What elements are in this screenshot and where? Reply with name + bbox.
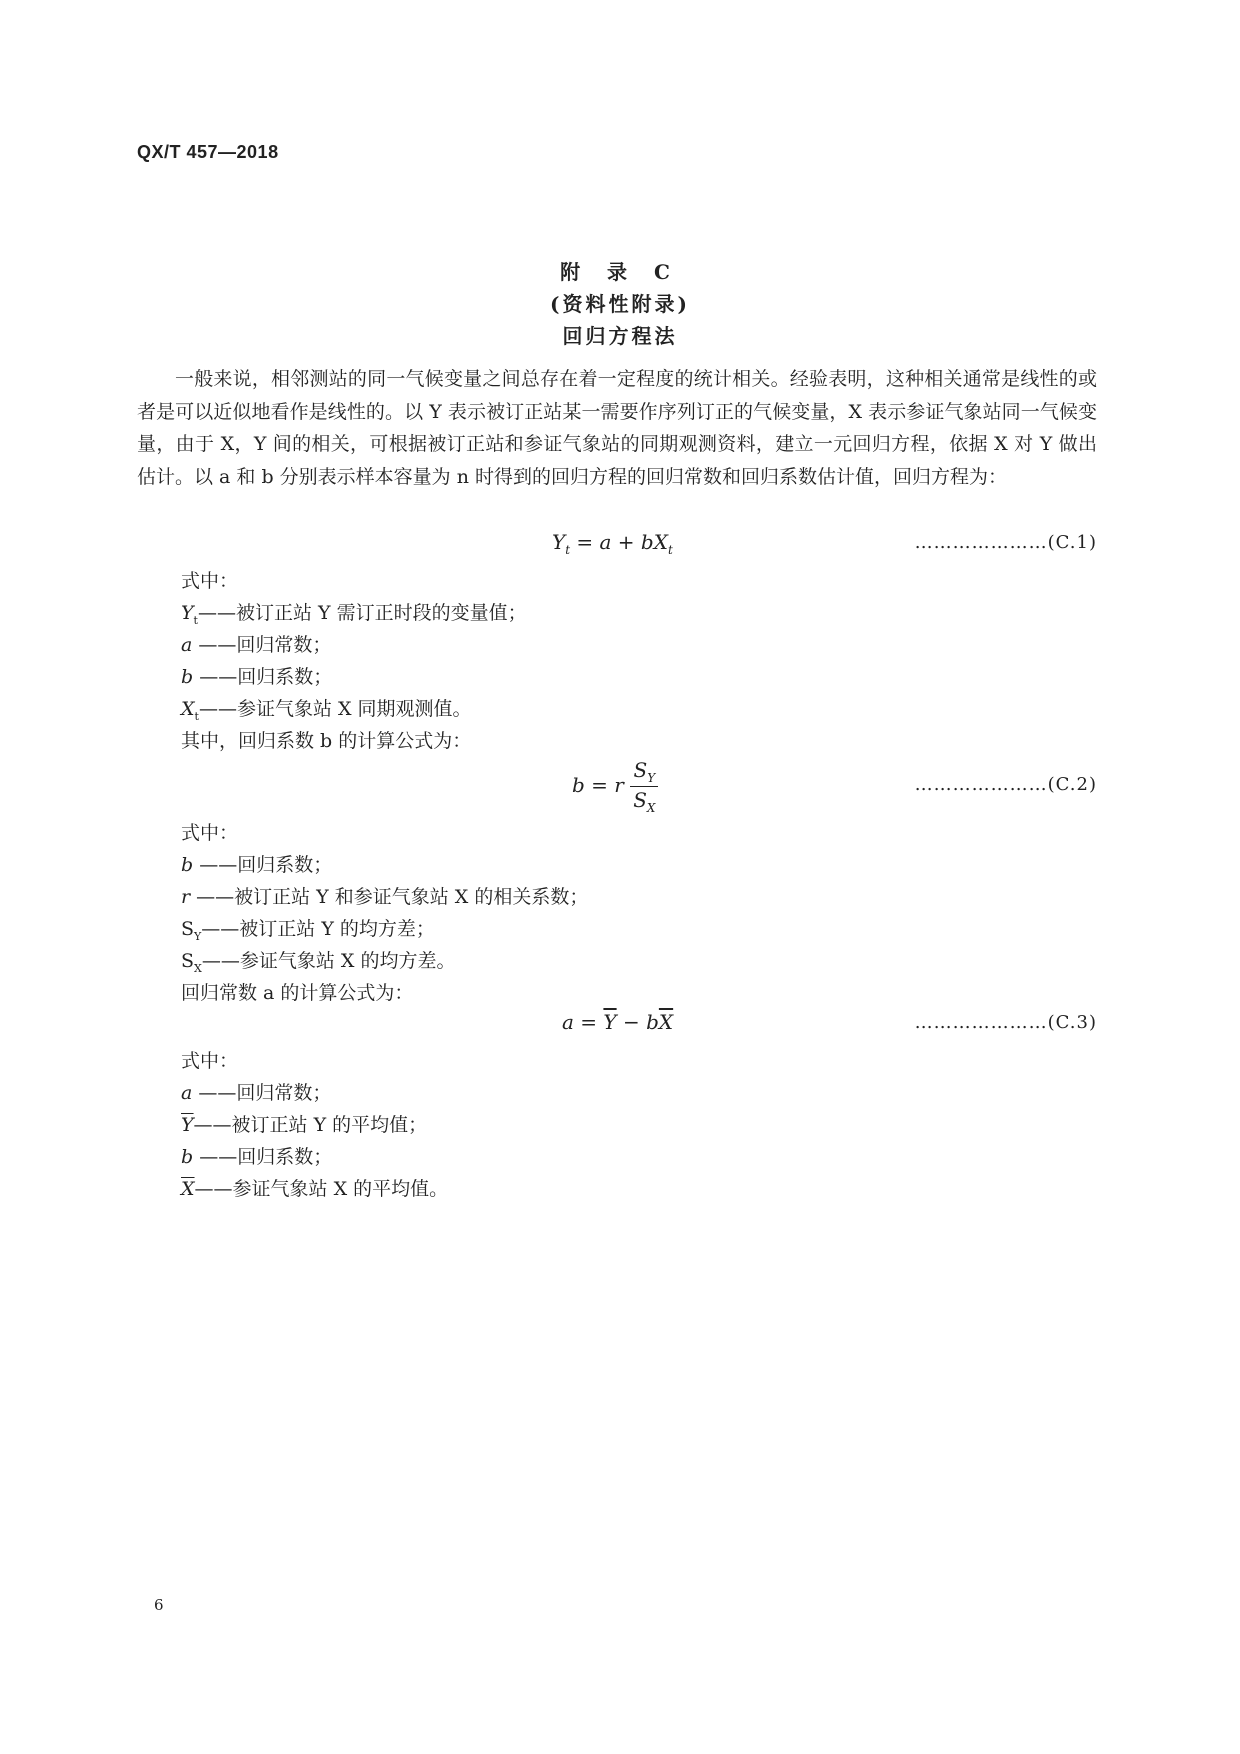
def1-1-sub: t	[193, 613, 198, 627]
eq1-rhs: = a + bX	[576, 530, 668, 554]
def3-2-text: ——被订正站 Y 的平均值；	[193, 1114, 428, 1136]
equation-c2	[572, 758, 658, 815]
def1-row-4	[181, 694, 472, 723]
def3-row-2	[181, 1110, 427, 1137]
def2-3-sub: Y	[194, 929, 202, 943]
def1-3-sym: b	[181, 666, 194, 688]
def1-row-3	[181, 662, 332, 689]
def1-row-1	[181, 598, 527, 627]
eq2-lhs: b = r	[572, 773, 624, 797]
def1-1-text: ——被订正站 Y 需订正时段的变量值；	[197, 602, 527, 624]
calc-b-intro: 其中，回归系数 b 的计算公式为：	[181, 730, 472, 752]
intro-text: 一般来说，相邻测站的同一气候变量之间总存在着一定程度的统计相关。经验表明，这种相关通常是线性的或者是可以近似地看作是线性的。以 Y 表示被订正站某一需要作序列订正的气候变量，X 表示参证气象站同一气候变量，由于 X，Y 间的相关，可根据被订正站和参证气象站的同期观测资料，建立一元回归方程，依据 X 对 Y 做出估计。以 a 和 b 分别表示样本容量为 n 时得到的回归方程的回归常数和回归系数估计值，回归方程为：	[137, 368, 1097, 488]
standard-code: QX/T 457—2018	[137, 142, 279, 162]
def2-1-text: ——回归系数；	[193, 854, 333, 876]
def1-3-text: ——回归系数；	[193, 666, 333, 688]
def1-4-sym: X	[181, 698, 195, 720]
where-label-3: 式中：	[181, 1050, 239, 1072]
def3-1-sym: a	[181, 1082, 193, 1104]
equation-c1	[552, 530, 673, 557]
eq2-denominator: $S_X$	[633, 788, 656, 815]
page-number: 6	[154, 1596, 164, 1614]
def1-4-text: ——参证气象站 X 同期观测值。	[198, 698, 472, 720]
def2-row-3	[181, 914, 435, 943]
def2-1-sym: b	[181, 854, 194, 876]
def1-2-text: ——回归常数；	[192, 634, 332, 656]
where-label-2: 式中：	[181, 822, 239, 844]
where-label-1: 式中：	[181, 570, 239, 592]
def3-3-sym: b	[181, 1146, 194, 1168]
def2-row-2	[181, 882, 588, 909]
def2-4-sub: X	[194, 961, 202, 975]
equation-number-c2: …………………(C.2)	[914, 774, 1097, 795]
def2-4-sym: S	[181, 950, 195, 972]
def2-2-text: ——被订正站 Y 和参证气象站 X 的相关系数；	[190, 886, 589, 908]
intro-paragraph	[137, 363, 1097, 493]
def1-row-2	[181, 630, 331, 657]
def1-4-sub: t	[194, 709, 199, 723]
def3-1-text: ——回归常数；	[192, 1082, 332, 1104]
eq1-rhs-sub: t	[667, 543, 673, 557]
calc-a-intro: 回归常数 a 的计算公式为：	[181, 982, 414, 1004]
def2-3-sym: S	[181, 918, 195, 940]
def3-4-sym: $\overline{X}$	[181, 1178, 195, 1200]
eq2-fraction	[630, 758, 658, 815]
equation-number-c1: …………………(C.1)	[914, 532, 1097, 553]
def3-3-text: ——回归系数；	[193, 1146, 333, 1168]
def3-4-text: ——参证气象站 X 的平均值。	[194, 1178, 449, 1200]
eq3-xbar: $\overline{X}$	[658, 1010, 674, 1034]
def2-2-sym: r	[181, 886, 191, 908]
annex-title: 回归方程法	[562, 324, 678, 348]
def2-4-text: ——参证气象站 X 的均方差。	[201, 950, 456, 972]
eq3-minus-b: − b	[616, 1010, 659, 1034]
eq3-a: a =	[562, 1010, 598, 1034]
def3-row-3	[181, 1142, 332, 1169]
eq1-lhs: Y	[552, 530, 566, 554]
def1-1-sym: Y	[181, 602, 194, 624]
def3-2-sym: $\overline{Y}$	[181, 1114, 194, 1136]
def2-row-1	[181, 850, 332, 877]
equation-number-c3: …………………(C.3)	[914, 1012, 1097, 1033]
eq1-lhs-sub: t	[565, 543, 571, 557]
annex-label: 附 录 C	[560, 260, 680, 284]
def2-row-4	[181, 946, 455, 975]
eq2-numerator: $S_Y$	[630, 758, 658, 787]
equation-c3	[562, 1010, 673, 1034]
def2-3-text: ——被订正站 Y 的均方差；	[201, 918, 435, 940]
eq3-ybar: $\overline{Y}$	[603, 1010, 617, 1034]
def3-row-1	[181, 1078, 331, 1105]
def3-row-4	[181, 1174, 448, 1201]
annex-type: (资料性附录)	[550, 292, 690, 316]
def1-2-sym: a	[181, 634, 193, 656]
